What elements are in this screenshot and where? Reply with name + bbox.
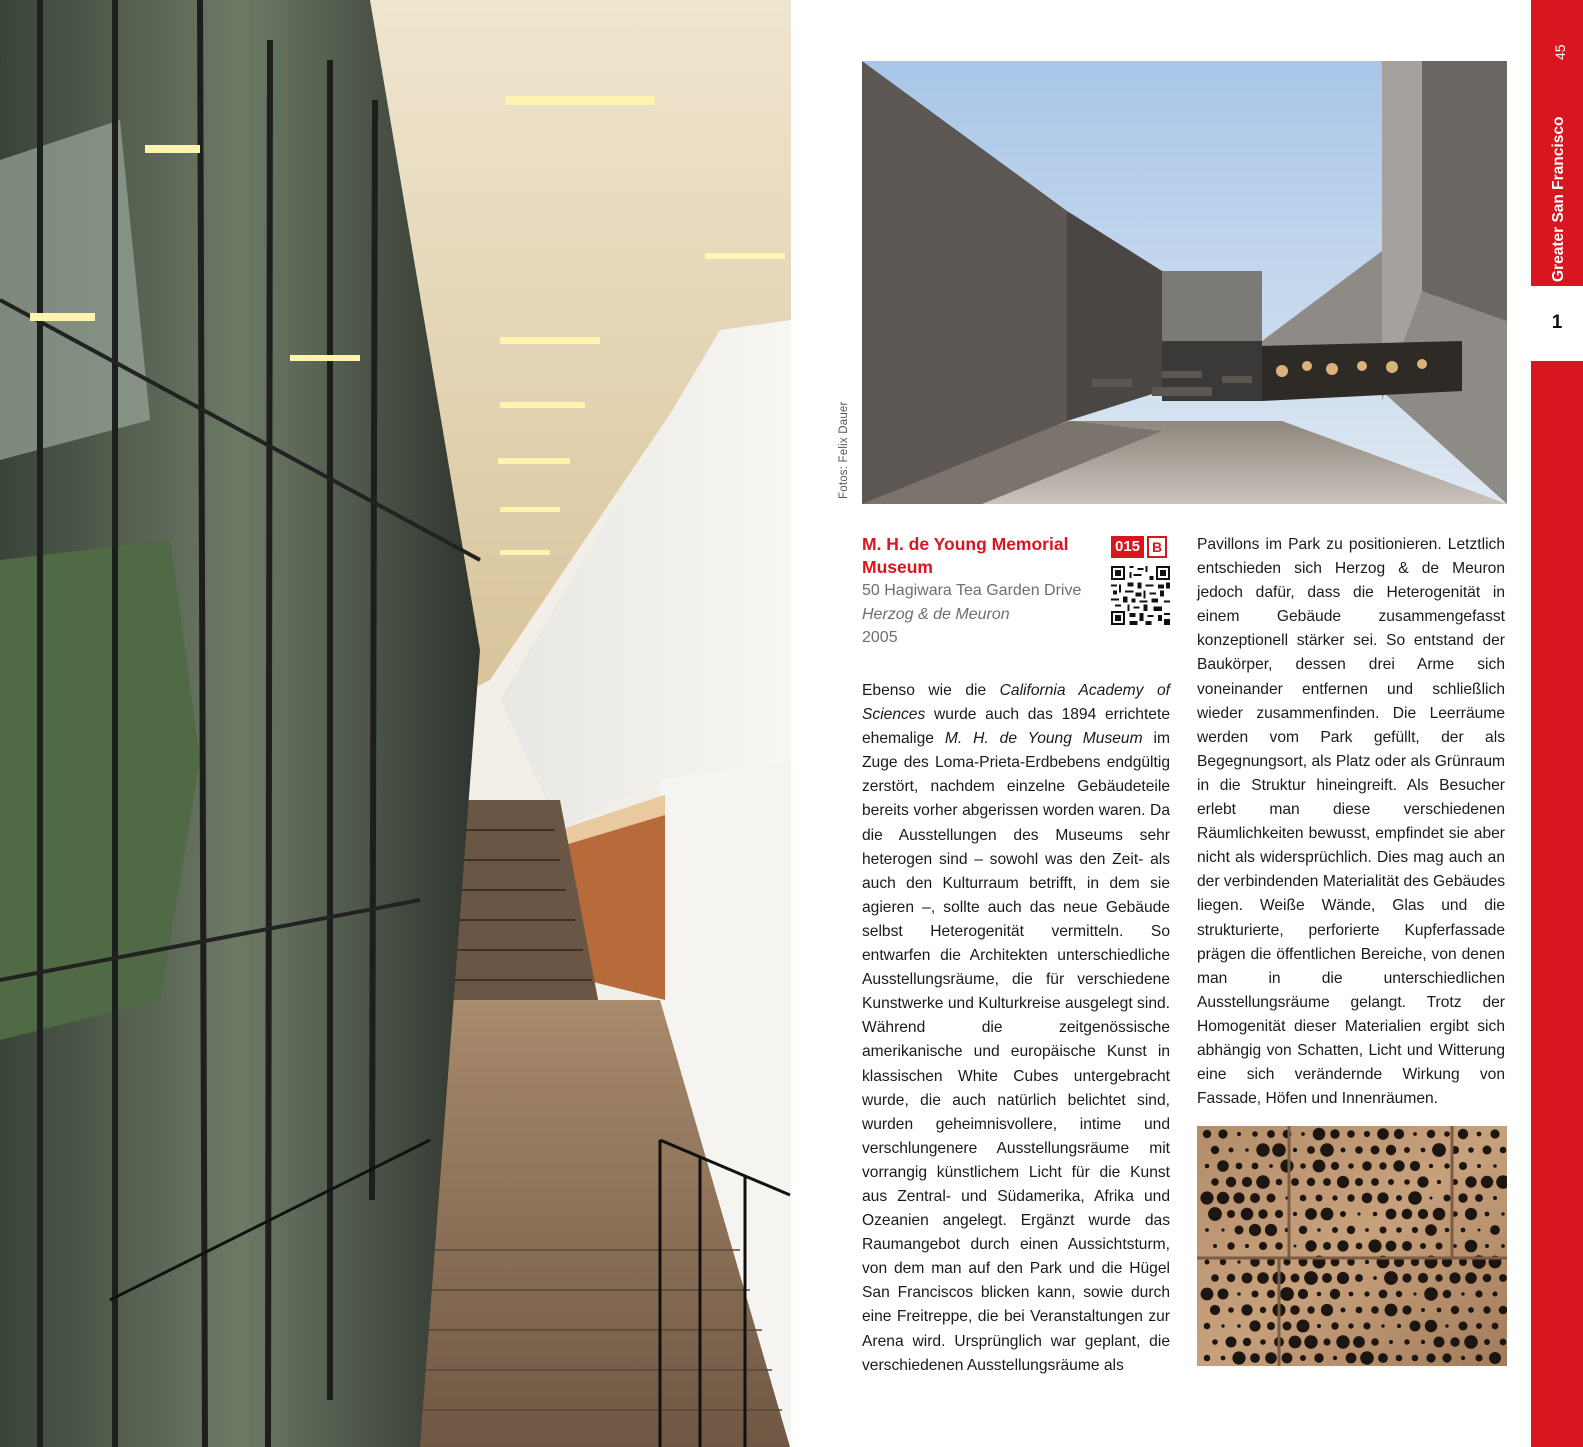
facade-perforation [1386, 1241, 1397, 1252]
facade-perforation [1475, 1290, 1482, 1297]
facade-perforation [1221, 1356, 1226, 1361]
facade-perforation [1464, 1335, 1478, 1349]
entry-code-letter: B [1147, 536, 1167, 558]
facade-perforation [1465, 1272, 1477, 1284]
facade-perforation [1499, 1274, 1507, 1282]
facade-perforation [1477, 1164, 1481, 1168]
facade-perforation [1404, 1339, 1409, 1344]
facade-perforation [1443, 1290, 1452, 1299]
facade-perforation [1418, 1273, 1428, 1283]
facade-perforation [1317, 1228, 1321, 1232]
facade-perforation [1300, 1195, 1307, 1202]
facade-perforation [1458, 1193, 1467, 1202]
photo-credit: Fotos: Felix Dauer [838, 401, 850, 499]
facade-perforation [1451, 1306, 1459, 1314]
facade-perforation [1356, 1243, 1363, 1250]
facade-perforation [1283, 1322, 1292, 1331]
facade-perforation [1235, 1226, 1244, 1235]
facade-perforation [1381, 1324, 1384, 1327]
facade-perforation [1337, 1176, 1349, 1188]
facade-perforation [1386, 1209, 1397, 1220]
facade-perforation [1237, 1132, 1241, 1136]
facade-perforation [1332, 1227, 1338, 1233]
facade-perforation [1501, 1212, 1504, 1215]
entry-code-badge [1111, 536, 1167, 558]
facade-perforation [1237, 1260, 1240, 1263]
facade-perforation [1371, 1146, 1380, 1155]
facade-perforation [1241, 1304, 1252, 1315]
facade-perforation [1293, 1148, 1297, 1152]
facade-perforation [1444, 1195, 1451, 1202]
facade-perforation [1291, 1178, 1299, 1186]
facade-perforation [1365, 1260, 1369, 1264]
entry-code-number: 015 [1111, 536, 1144, 558]
facade-perforation [1436, 1243, 1443, 1250]
facade-perforation [1220, 1259, 1226, 1265]
facade-perforation [1500, 1147, 1507, 1154]
facade-perforation [1337, 1240, 1348, 1251]
facade-perforation [1365, 1228, 1369, 1232]
facade-perforation [1323, 1242, 1331, 1250]
facade-perforation [1453, 1244, 1457, 1248]
facade-perforation [1379, 1162, 1386, 1169]
facade-perforation [1493, 1164, 1497, 1168]
facade-perforation [1449, 1272, 1460, 1283]
facade-perforation [1426, 1353, 1435, 1362]
facade-perforation [1236, 1163, 1243, 1170]
facade-perforation [1355, 1274, 1363, 1282]
facade-perforation [1461, 1292, 1464, 1295]
facade-perforation [1204, 1323, 1211, 1330]
facade-perforation [1205, 1164, 1210, 1169]
facade-perforation [1364, 1291, 1369, 1296]
facade-perforation [1304, 1271, 1318, 1285]
facade-perforation [1305, 1208, 1317, 1220]
body-text-right-column: Pavillons im Park zu positionieren. Letztlich entschieden sich Herzog & de Meuron jedoch dafür, dass die Heterogenität in einem Gebäude zusammengefasst konzeptionell stärker sei. So entstand der Baukörper, dessen drei Arme sich voneinander entfernen und schließlich wieder zusammenfinden. Die Leerräume werden vom Park gefüllt, der als Begegnungsort, als Platz oder als Grünraum in die Struktur hineingreift. Als Besucher erlebt man diese verschiedenen Räumlichkeiten bewusst, empfindet sie aber nicht als widersprüchlich. Dies mag auch an der verbindenden Materialität des Gebäudes liegen. Weiße Wände, Glas und die strukturierte, perforierte Kupferfassade prägen die öffentlichen Bereiche, von denen man in die unterschiedlichen Ausstellungsräume gelangt. Trotz der Homogenität dieser Materialien ergibt sich abhängig von Schatten, Licht und Witterung eine sich verändernde Wirkung von Fassade, Höfen und Innenräumen. [1197, 536, 1505, 1108]
facade-perforation [1396, 1195, 1402, 1201]
facade-perforation [1465, 1240, 1478, 1253]
facade-perforation [1499, 1306, 1507, 1315]
facade-perforation [1336, 1335, 1349, 1348]
facade-perforation [1305, 1240, 1316, 1251]
facade-perforation [1413, 1292, 1416, 1295]
facade-perforation [1393, 1160, 1404, 1171]
facade-perforation [1331, 1162, 1339, 1170]
facade-perforation [1347, 1226, 1355, 1234]
facade-perforation [1233, 1192, 1244, 1203]
facade-perforation [1333, 1356, 1337, 1360]
facade-perforation [1307, 1146, 1315, 1154]
facade-perforation [1396, 1291, 1402, 1297]
facade-perforation [1316, 1195, 1323, 1202]
facade-perforation [1293, 1212, 1297, 1216]
facade-perforation [1291, 1274, 1300, 1283]
facade-perforation [1377, 1128, 1389, 1140]
facade-perforation [1250, 1353, 1260, 1363]
facade-perforation [1408, 1191, 1422, 1205]
facade-perforation [1226, 1337, 1237, 1348]
facade-perforation [1492, 1323, 1499, 1330]
side-tab-bottom [1531, 361, 1583, 1447]
facade-perforation [1280, 1287, 1294, 1301]
facade-perforation [1212, 1339, 1218, 1345]
facade-perforation [1445, 1324, 1448, 1327]
facade-perforation [1256, 1143, 1269, 1156]
facade-perforation [1252, 1163, 1259, 1170]
facade-perforation [1483, 1146, 1492, 1155]
facade-perforation [1249, 1320, 1260, 1331]
facade-perforation [1282, 1353, 1293, 1364]
side-section-title: Greater San Francisco [1550, 116, 1567, 282]
facade-perforation [1245, 1244, 1249, 1248]
facade-perforation [1478, 1229, 1481, 1232]
facade-perforation [1483, 1306, 1490, 1313]
courtyard-photo [862, 61, 1507, 504]
right-page-number: 45 [1552, 44, 1568, 60]
facade-perforation [1203, 1130, 1211, 1138]
body-text-segment: wurde auch das 1894 errichtete ehemalige [862, 706, 1170, 748]
facade-perforation [1346, 1353, 1357, 1364]
facade-perforation [1337, 1272, 1349, 1284]
facade-perforation [1217, 1192, 1229, 1204]
facade-perforation [1257, 1272, 1269, 1284]
facade-perforation [1484, 1339, 1490, 1345]
facade-perforation [1444, 1163, 1449, 1168]
facade-perforation [1493, 1196, 1497, 1200]
facade-perforation [1314, 1353, 1323, 1362]
facade-perforation [1256, 1175, 1270, 1189]
facade-perforation [1493, 1292, 1498, 1297]
facade-perforation [1348, 1163, 1354, 1169]
facade-perforation [1384, 1271, 1398, 1285]
facade-perforation [1459, 1322, 1468, 1331]
facade-perforation [1290, 1305, 1300, 1315]
facade-perforation [1485, 1244, 1489, 1248]
facade-perforation [1218, 1129, 1227, 1138]
left-page-photo [0, 0, 791, 1447]
facade-perforation [1402, 1305, 1411, 1314]
facade-perforation [1396, 1227, 1402, 1233]
facade-perforation [1476, 1323, 1482, 1329]
body-text-segment: im Zuge des Loma-Prieta-Erdbebens endgültig zerstört, nachdem einzelne Gebäudeteile bereits vorher abgerissen worden waren. Da die Ausstellungen des Museums sehr heterogen sind – sowohl was den Zeit- als auch den Kulturraum betrifft, in dem sie agieren –, sollte auch das neue Gebäude selbst Heterogenität vermitteln. So entwarfen die Architekten unterschiedliche Ausstellungsräume, die für verschiedene Kunstwerke und Kulturkreise ausgelegt sind. Während die zeitgenössische amerikanische und europäische Kunst in klassischen White Cubes untergebracht wurde, die auch natürlich belichtet sind, wurden geheimnisvollere, intime und verschlungenere Ausstellungsräume mit vorrangig künstlichem Licht für die Kunst aus Zentral- und Südamerika, Afrika und Ozeanien angelegt. Ergänzt wurde das Raumangebot durch einen Aussichtsturm, von dem man auf den Park und die Hügel San Franciscos blicken kann, sowie durch eine Freitreppe, die bei Veranstaltungen zur Arena wird. Ursprünglich war geplant, die verschiedenen Ausstellungsräume als [862, 730, 1170, 1374]
facade-perforation [1433, 1208, 1446, 1221]
facade-perforation [1437, 1180, 1441, 1184]
facade-perforation [1373, 1276, 1377, 1280]
facade-perforation [1237, 1324, 1241, 1328]
facade-perforation [1485, 1212, 1490, 1217]
facade-detail-photo [1197, 1126, 1507, 1366]
facade-perforation [1481, 1176, 1493, 1188]
courtyard-image [862, 61, 1507, 504]
facade-perforation [1368, 1239, 1381, 1252]
facade-perforation [1362, 1161, 1372, 1171]
facade-perforation [1267, 1322, 1275, 1330]
facade-perforation [1421, 1340, 1425, 1344]
perforated-copper-facade-image [1197, 1126, 1507, 1366]
facade-perforation [1229, 1148, 1234, 1153]
facade-perforation [1404, 1147, 1410, 1153]
facade-perforation [1217, 1160, 1229, 1172]
facade-perforation [1397, 1324, 1401, 1328]
facade-perforation [1307, 1306, 1314, 1313]
facade-perforation [1205, 1260, 1210, 1265]
facade-perforation [1227, 1274, 1235, 1282]
qr-code-icon[interactable] [1111, 566, 1170, 625]
facade-perforation [1276, 1179, 1283, 1186]
facade-perforation [1323, 1178, 1331, 1186]
facade-perforation [1313, 1128, 1326, 1141]
facade-perforation [1432, 1143, 1446, 1157]
facade-perforation [1425, 1320, 1437, 1332]
facade-perforation [1237, 1292, 1241, 1296]
facade-perforation [1317, 1324, 1321, 1328]
facade-perforation [1371, 1306, 1379, 1314]
facade-perforation [1297, 1320, 1310, 1333]
facade-perforation [1378, 1353, 1388, 1363]
facade-perforation [1402, 1273, 1411, 1282]
facade-perforation [1211, 1146, 1219, 1154]
entry-year: 2005 [862, 629, 898, 646]
facade-perforation [1259, 1242, 1267, 1250]
facade-perforation [1250, 1193, 1260, 1203]
facade-perforation [1429, 1164, 1433, 1168]
facade-perforation [1360, 1351, 1374, 1365]
facade-perforation [1242, 1177, 1252, 1187]
facade-perforation [1430, 1197, 1433, 1200]
facade-perforation [1421, 1148, 1426, 1153]
facade-perforation [1418, 1209, 1428, 1219]
facade-perforation [1347, 1194, 1354, 1201]
facade-perforation [1267, 1130, 1275, 1138]
facade-perforation [1320, 1143, 1334, 1157]
facade-perforation [1300, 1163, 1306, 1169]
facade-perforation [1435, 1274, 1442, 1281]
facade-perforation [1265, 1224, 1277, 1236]
facade-perforation [1241, 1208, 1254, 1221]
facade-perforation [1245, 1148, 1249, 1152]
facade-perforation [1402, 1241, 1412, 1251]
facade-perforation [1341, 1148, 1346, 1153]
facade-perforation [1412, 1355, 1419, 1362]
facade-perforation [1221, 1228, 1224, 1231]
facade-perforation [1331, 1322, 1338, 1329]
facade-perforation [1330, 1129, 1339, 1138]
facade-perforation [1322, 1273, 1332, 1283]
facade-perforation [1201, 1288, 1214, 1301]
facade-perforation [1425, 1224, 1437, 1236]
facade-perforation [1420, 1243, 1426, 1249]
facade-perforation [1410, 1321, 1421, 1332]
facade-perforation [1434, 1337, 1445, 1348]
entry-architect: Herzog & de Meuron [862, 605, 1010, 623]
facade-perforation [1301, 1132, 1305, 1136]
facade-perforation [1211, 1178, 1219, 1186]
facade-perforation [1461, 1356, 1465, 1360]
facade-perforation [1242, 1273, 1253, 1284]
body-text-segment: Ebenso wie die [862, 682, 1000, 699]
facade-perforation [1204, 1355, 1211, 1362]
facade-perforation [1249, 1224, 1261, 1236]
facade-perforation [1321, 1208, 1334, 1221]
facade-perforation [1465, 1176, 1476, 1187]
facade-perforation [1332, 1195, 1337, 1200]
facade-perforation [1267, 1290, 1275, 1298]
facade-perforation [1394, 1129, 1404, 1139]
facade-perforation [1211, 1274, 1219, 1282]
facade-perforation [1442, 1353, 1451, 1362]
facade-perforation [1379, 1290, 1388, 1299]
facade-perforation [1424, 1287, 1438, 1301]
facade-perforation [1313, 1160, 1326, 1173]
body-text-left-column [862, 679, 1170, 1378]
body-italic-term: California Academy of Sciences [862, 682, 1170, 724]
facade-perforation [1410, 1161, 1420, 1171]
facade-perforation [1413, 1132, 1417, 1136]
facade-perforation [1371, 1178, 1379, 1186]
facade-perforation [1298, 1289, 1308, 1299]
facade-perforation [1386, 1145, 1396, 1155]
facade-perforation [1218, 1289, 1229, 1300]
facade-perforation [1417, 1176, 1428, 1187]
facade-perforation [1304, 1335, 1317, 1348]
facade-perforation [1228, 1307, 1234, 1313]
facade-perforation [1353, 1336, 1365, 1348]
facade-perforation [1317, 1292, 1322, 1297]
facade-perforation [1458, 1129, 1468, 1139]
facade-perforation [1404, 1179, 1410, 1185]
facade-perforation [1362, 1193, 1373, 1204]
facade-perforation [1371, 1338, 1379, 1346]
facade-perforation [1307, 1178, 1315, 1186]
facade-perforation [1321, 1304, 1333, 1316]
facade-perforation [1483, 1274, 1492, 1283]
facade-perforation [1208, 1207, 1222, 1221]
facade-perforation [1289, 1336, 1302, 1349]
facade-perforation [1226, 1177, 1236, 1187]
facade-perforation [1427, 1130, 1435, 1138]
facade-perforation [1490, 1225, 1500, 1235]
facade-perforation [1349, 1292, 1354, 1297]
facade-perforation [1461, 1228, 1466, 1233]
facade-perforation [1232, 1351, 1245, 1364]
facade-perforation [1475, 1194, 1483, 1202]
facade-perforation [1380, 1227, 1387, 1234]
atrium-stair-photo [0, 0, 791, 1447]
facade-perforation [1272, 1143, 1286, 1157]
facade-perforation [1421, 1308, 1425, 1312]
facade-perforation [1205, 1228, 1209, 1232]
facade-perforation [1200, 1191, 1213, 1204]
left-page-number: 44 [2, 54, 18, 70]
facade-perforation [1437, 1308, 1442, 1313]
facade-perforation [1357, 1212, 1360, 1215]
facade-perforation [1465, 1208, 1477, 1220]
facade-perforation [1363, 1322, 1370, 1329]
facade-perforation [1213, 1244, 1217, 1248]
facade-perforation [1364, 1131, 1370, 1137]
facade-perforation [1252, 1291, 1259, 1298]
facade-perforation [1500, 1339, 1507, 1346]
facade-perforation [1227, 1210, 1235, 1218]
facade-perforation [1388, 1179, 1394, 1185]
facade-perforation [1475, 1354, 1482, 1361]
facade-perforation [1468, 1307, 1474, 1313]
entry-title: M. H. de Young Memorial Museum [862, 534, 1069, 577]
facade-perforation [1355, 1146, 1363, 1154]
facade-perforation [1389, 1340, 1393, 1344]
facade-perforation [1385, 1304, 1398, 1317]
facade-perforation [1275, 1242, 1283, 1250]
facade-perforation [1294, 1245, 1297, 1248]
facade-perforation [1468, 1147, 1474, 1153]
facade-perforation [1221, 1324, 1224, 1327]
facade-perforation [1396, 1355, 1403, 1362]
facade-perforation [1450, 1337, 1459, 1346]
chapter-number[interactable]: 1 [1551, 312, 1563, 333]
facade-perforation [1269, 1164, 1273, 1168]
facade-perforation [1444, 1131, 1450, 1137]
facade-perforation [1265, 1352, 1277, 1364]
facade-perforation [1300, 1355, 1306, 1361]
facade-perforation [1227, 1242, 1234, 1249]
entry-header [862, 533, 1107, 650]
facade-perforation [1260, 1307, 1266, 1313]
facade-perforation [1355, 1178, 1363, 1186]
facade-perforation [1489, 1352, 1501, 1364]
facade-perforation [1356, 1307, 1363, 1314]
facade-perforation [1402, 1209, 1413, 1220]
facade-perforation [1243, 1338, 1251, 1346]
facade-perforation [1323, 1338, 1330, 1345]
facade-perforation [1412, 1227, 1418, 1233]
facade-perforation [1501, 1244, 1505, 1248]
facade-perforation [1258, 1209, 1267, 1218]
body-italic-term: M. H. de Young Museum [944, 730, 1143, 748]
facade-perforation [1348, 1323, 1353, 1328]
facade-perforation [1252, 1131, 1258, 1137]
facade-perforation [1477, 1132, 1482, 1137]
facade-perforation [1377, 1192, 1388, 1203]
facade-perforation [1267, 1194, 1276, 1203]
facade-perforation [1459, 1162, 1467, 1170]
facade-perforation [1445, 1228, 1450, 1233]
facade-perforation [1299, 1226, 1307, 1234]
facade-perforation [1347, 1130, 1355, 1138]
facade-perforation [1330, 1289, 1340, 1299]
facade-perforation [1210, 1305, 1220, 1315]
facade-perforation [1341, 1308, 1346, 1313]
facade-perforation [1490, 1129, 1499, 1138]
facade-perforation [1280, 1159, 1293, 1172]
facade-perforation [1373, 1212, 1378, 1217]
facade-perforation [1275, 1210, 1283, 1218]
facade-perforation [1340, 1211, 1346, 1217]
facade-perforation [1260, 1339, 1266, 1345]
entry-address: 50 Hagiwara Tea Garden Drive [862, 582, 1082, 599]
